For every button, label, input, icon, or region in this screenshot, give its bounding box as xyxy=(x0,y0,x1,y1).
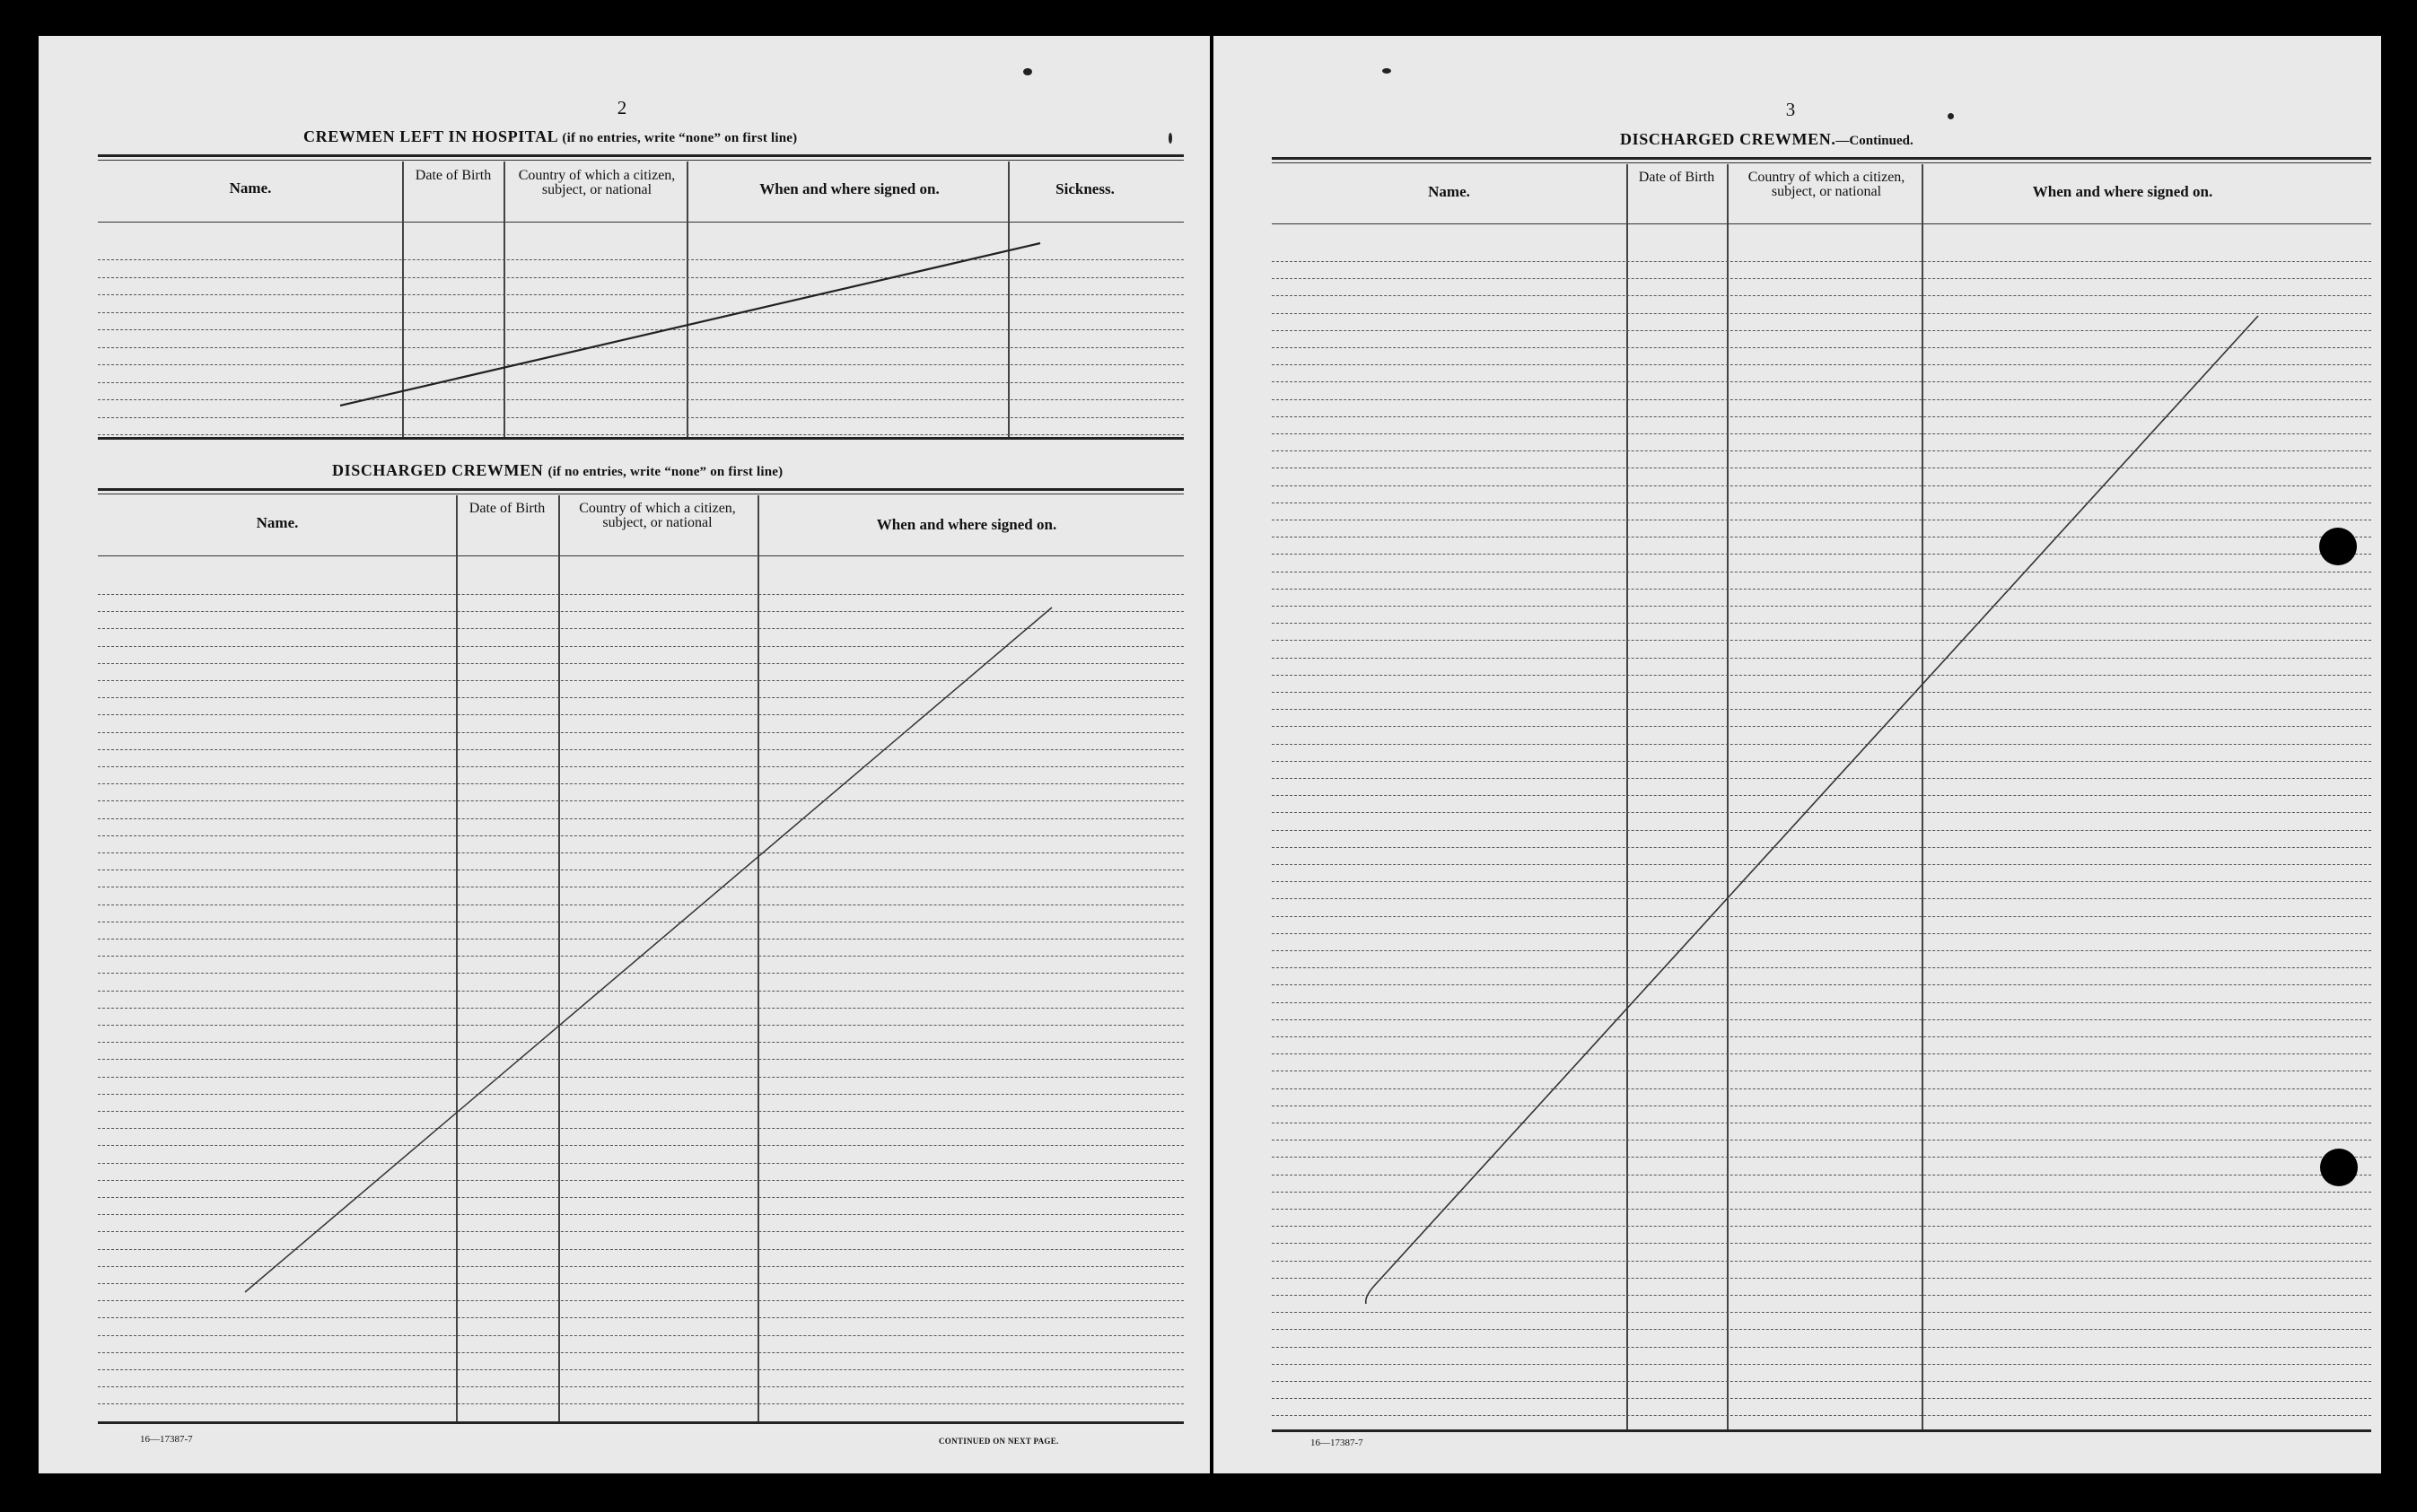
col-header-country: Country of which a citizen, subject, or national xyxy=(579,501,736,530)
ink-speck xyxy=(1948,113,1954,119)
cancellation-strokes xyxy=(39,36,1210,1473)
hospital-title-text: CREWMEN LEFT IN HOSPITAL xyxy=(303,127,558,145)
discharged-continued-strike-line xyxy=(1366,316,2258,1304)
continued-note: CONTINUED ON NEXT PAGE. xyxy=(939,1437,1059,1446)
discharged-title-text: DISCHARGED CREWMEN xyxy=(332,461,544,479)
col-header-signed-on: When and where signed on. xyxy=(876,516,1057,533)
discharged-strike-line xyxy=(245,607,1052,1292)
col-header-name: Name. xyxy=(256,514,299,531)
page-number: 3 xyxy=(1785,99,1796,120)
punch-hole xyxy=(2319,528,2357,565)
cancellation-strokes xyxy=(1213,36,2381,1473)
right-page xyxy=(1213,36,2381,1473)
col-header-date-of-birth: Date of Birth xyxy=(469,501,546,516)
col-header-sickness: Sickness. xyxy=(1055,180,1115,197)
col-header-name: Name. xyxy=(1428,183,1470,200)
ink-speck xyxy=(1169,133,1172,144)
left-page xyxy=(39,36,1210,1473)
discharged-continued-title-text: DISCHARGED CREWMEN. xyxy=(1620,130,1836,148)
discharged-title-note: (if no entries, write “none” on first line) xyxy=(547,465,784,479)
col-header-date-of-birth: Date of Birth xyxy=(1638,170,1715,185)
continued-suffix: —Continued. xyxy=(1835,134,1913,148)
col-header-country: Country of which a citizen, subject, or national xyxy=(518,168,676,197)
col-header-signed-on: When and where signed on. xyxy=(2032,183,2213,200)
ink-speck xyxy=(1382,68,1391,74)
col-header-signed-on: When and where signed on. xyxy=(759,180,940,197)
form-number: 16—17387-7 xyxy=(1310,1438,1363,1448)
col-header-name: Name. xyxy=(229,179,272,197)
page-number: 2 xyxy=(617,97,627,118)
ink-speck xyxy=(1023,68,1032,75)
col-header-country: Country of which a citizen, subject, or national xyxy=(1747,170,1905,199)
punch-hole xyxy=(2320,1149,2358,1186)
hospital-strike-line xyxy=(340,243,1040,406)
col-header-date-of-birth: Date of Birth xyxy=(415,168,492,183)
hospital-title-note: (if no entries, write “none” on first line) xyxy=(562,131,798,145)
form-number: 16—17387-7 xyxy=(140,1434,193,1445)
